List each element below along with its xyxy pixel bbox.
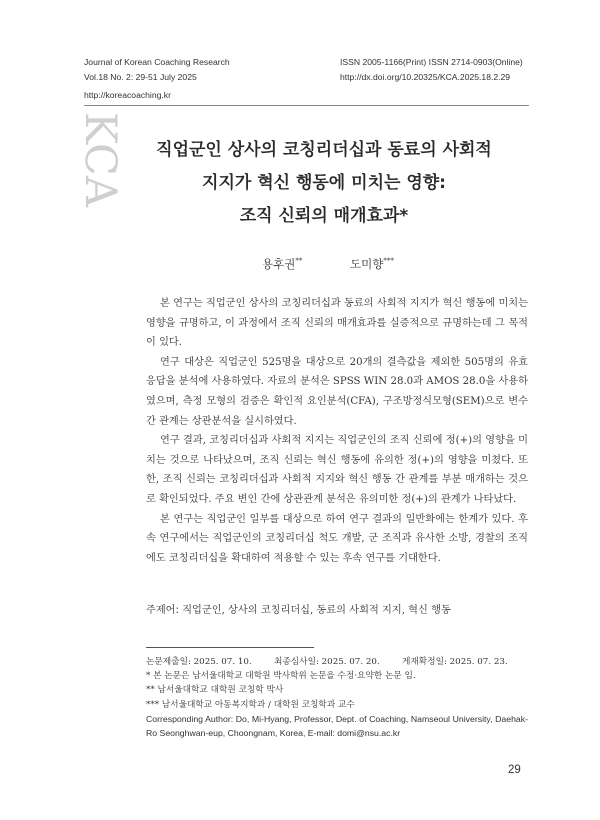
journal-url-link[interactable]: http://koreacoaching.kr (84, 90, 171, 100)
doi-link[interactable]: http://dx.doi.org/10.20325/KCA.2025.18.2.29 (340, 72, 511, 82)
keywords-label: 주제어: (146, 605, 179, 616)
footnotes (146, 655, 528, 740)
title-line-1: 직업군인 상사의 코칭리더십과 동료의 사회적 (156, 140, 492, 160)
page-number: 29 (508, 764, 521, 776)
title-line-2: 지지가 혁신 행동에 미치는 영향: (202, 173, 446, 193)
publication-dates (146, 655, 528, 669)
submitted-date: 논문제출일: 2025. 07. 10. (146, 657, 252, 667)
abstract-paragraph-2: 연구 대상은 직업군인 525명을 대상으로 20개의 결측값을 제외한 505명의 유효 응답을 분석에 사용하였다. 자료의 분석은 SPSS WIN 28.0과 AMOS 28.0을 사용하였으며, 측정 모형의 검증은 확인적 요인분석(CFA), 구조방정식모형(SEM)으로 변수 간 관계는 상관분석을 실시하였다. (146, 356, 528, 427)
author-2 (350, 256, 394, 272)
author-1 (262, 256, 302, 272)
footnote-3: *** 남서울대학교 아동복지학과 / 대학원 코칭학과 교수 (146, 699, 355, 710)
abstract-paragraph-1: 본 연구는 직업군인 상사의 코칭리더십과 동료의 사회적 지지가 혁신 행동에 미치는 영향을 규명하고, 이 과정에서 조직 신뢰의 매개효과를 실증적으로 규명하는데 그 목적이 있다. (146, 298, 528, 349)
keywords-text: 직업군인, 상사의 코칭리더십, 동료의 사회적 지지, 혁신 행동 (182, 605, 451, 616)
header-rule (84, 105, 529, 106)
author-2-name: 도미향 (350, 257, 384, 271)
reviewed-date: 최종심사일: 2025. 07. 20. (274, 657, 380, 667)
keywords (146, 601, 451, 616)
paper-title (124, 134, 524, 233)
footnote-rule (146, 647, 314, 648)
kca-logo: KCA (75, 112, 125, 207)
issn: ISSN 2005-1166(Print) ISSN 2714-0903(Online) (340, 57, 523, 67)
accepted-date: 게재확정일: 2025. 07. 23. (402, 657, 508, 667)
abstract-paragraph-3: 연구 결과, 코칭리더십과 사회적 지지는 직업군인의 조직 신뢰에 정(+)의 영향을 미치는 것으로 나타났으며, 조직 신뢰는 혁신 행동에 유의한 정(+)의 영향을 미쳤다. 또한, 조직 신뢰는 코칭리더십과 사회적 지지와 혁신 행동 간 관계를 부분 매개하는 것으로 확인되었다. 주요 변인 간에 상관관계 분석은 유의미한 정(+)의 관계가 나타났다. (146, 435, 528, 505)
abstract (146, 294, 528, 568)
author-2-mark: *** (383, 257, 394, 266)
footnote-1: * 본 논문은 남서울대학교 대학원 박사학위 논문을 수정·요약한 논문 임. (146, 671, 416, 682)
volume-info: Vol.18 No. 2: 29-51 July 2025 (84, 72, 197, 82)
author-1-name: 용후권 (262, 257, 296, 271)
journal-name: Journal of Korean Coaching Research (84, 57, 230, 67)
title-line-3: 조직 신뢰의 매개효과* (239, 206, 409, 226)
author-1-mark: ** (295, 257, 303, 266)
corresponding-author: Corresponding Author: Do, Mi-Hyang, Professor, Dept. of Coaching, Namseoul University, Daehak-Ro Seonghwan-eup, Choongnam, Korea, E-mail: domi@nsu.ac.kr (146, 713, 528, 739)
abstract-paragraph-4: 본 연구는 직업군인 일부를 대상으로 하여 연구 결과의 일반화에는 한계가 있다. 후속 연구에서는 직업군인의 코칭리더십 척도 개발, 군 조직과 유사한 소방, 경찰의 조직에도 코칭리더십을 확대하여 적용할 수 있는 후속 연구를 기대한다. (146, 513, 528, 564)
footnote-2: ** 남서울대학교 대학원 코칭학 박사 (146, 685, 284, 696)
